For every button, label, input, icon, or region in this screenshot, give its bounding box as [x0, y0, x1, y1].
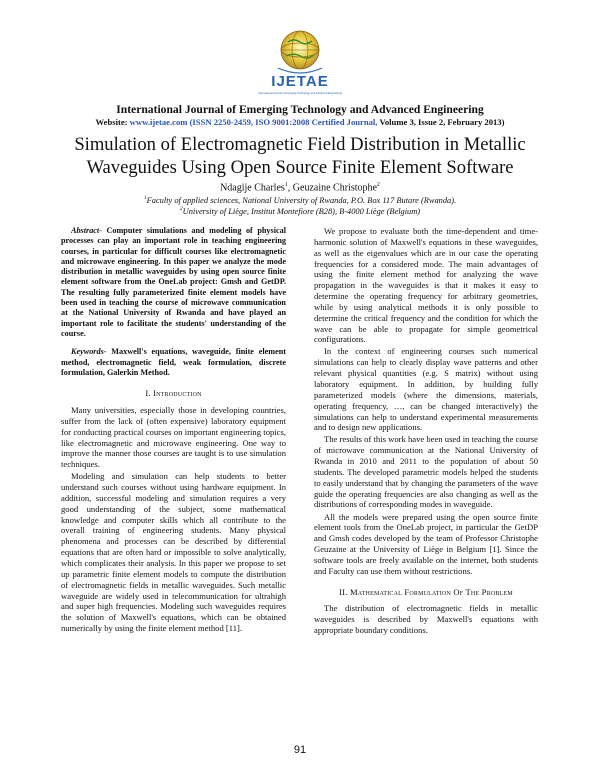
aff-1-sup: 1 [143, 195, 147, 201]
right-column [314, 226, 538, 637]
section-2-number: II. [339, 586, 348, 597]
right-paragraph-2: In the context of engineering courses such numerical simulations can help to clearly display wave patterns and other relevant physical quantities (e.g. S matrix) without using laboratory equipment. In addition, by building fully parameterized models (where the dimensions, materials, operating frequency, …, can be changed interactively) the simulations can help to understand experimental measurements and to design new applications. [314, 346, 538, 433]
aff-2-sup: 2 [179, 206, 183, 212]
author-2: Geuzaine Christophe [292, 182, 377, 194]
page-number: 91 [293, 744, 307, 756]
volume-info: Volume 3, Issue 2, February 2013) [377, 117, 505, 127]
intro-paragraph-1: Many universities, especially those in developing countries, suffer from the lack of (often expensive) laboratory equipment for conducting practical courses on important engineering topics, like electromagnetic and microwave engineering. One way to improve the manner those courses are taught is to use simulation techniques. [61, 405, 286, 470]
issn-info: (ISSN 2250-2459, ISO 9001:2008 Certified Journal, [187, 117, 378, 127]
right-paragraph-3: The results of this work have been used in teaching the course of microwave communication at the National University of Rwanda in 2010 and 2011 to the population of about 50 students. The developed parametric models helped the students to easily understand that by changing the parameters of the wave guide the operating frequencies are also changing as well as the distributions of corresponding modes in waveguide. [314, 434, 538, 510]
section-2-heading [314, 587, 538, 598]
paper-title: Simulation of Electromagnetic Field Distribution in Metallic Waveguides Using Open Source Finite Element Software [74, 134, 526, 178]
abstract-label: Abstract- [71, 226, 102, 235]
right-paragraph-4: All the models were prepared using the open source finite element tools from the OneLab project, in particular the GetDP and Gmsh codes developed by the team of Professor Christophe Geuzaine at the University of Liège in Belgium [1]. Since the software tools are freely available on the internet, both students and Faculty can use them without restrictions. [314, 511, 538, 576]
affiliation-2 [0, 206, 600, 216]
author-1-sup: 1 [284, 182, 288, 188]
author-1: Ndagije Charles [220, 182, 285, 194]
keywords-text: Maxwell's equations, waveguide, finite element method, electromagnetic field, weak formulation, discrete formulation, Galerkin Method. [61, 347, 286, 377]
section-1-heading [61, 388, 286, 399]
abstract-text: Computer simulations and modeling of physical processes can play an important role in teaching engineering courses, in particular for difficult courses like electromagnetic and microwave engineering. In this paper we analyze the mode distribution in metallic waveguides by using open source finite element software from the OneLab project: Gmsh and GetDP. The resulting fully parameterized finite element models have been used in teaching the course of microwave communication at the National University of Rwanda and have played an important role to facilitate the students' understanding of the course. [61, 226, 286, 338]
left-column [61, 226, 286, 635]
keywords-label: Keywords- [71, 347, 107, 357]
authors [0, 182, 600, 193]
logo-text: IJETAE [271, 73, 329, 90]
section-2-paragraph-1: The distribution of electromagnetic fields in metallic waveguides is described by Maxwell's equations with appropriate boundary conditions. [314, 603, 538, 636]
journal-logo [248, 28, 352, 98]
website-prefix: Website: [95, 117, 130, 127]
section-1-title: Introduction [153, 388, 202, 399]
right-paragraph-1: We propose to evaluate both the time-dependent and time-harmonic solution of Maxwell's equations in these waveguides, as well as the eigenvalues which are in our case the operating frequencies for a considered mode. The main advantages of using the finite element method for analyzing the wave propagation in the waveguides is that it makes it easy to determine the operating frequency for arbitrary geometries, while by using analytical methods it is only possible to determine the critical frequency and the condition for which the wave can be able to propagate for simple geometrical configurations. [314, 226, 538, 345]
affiliation-1 [0, 195, 600, 205]
journal-website-line [0, 117, 600, 127]
aff-1-text: Faculty of applied sciences, National University of Rwanda, P.O. Box 117 Butare (Rwanda). [146, 195, 457, 205]
section-2-title: Mathematical Formulation Of The Problem [349, 586, 513, 597]
author-separator: , [287, 182, 293, 194]
section-1-number: I. [145, 388, 151, 399]
intro-paragraph-2: Modeling and simulation can help students to better understand such courses without using hardware equipment. In addition, successful modeling and simulation requires a very good understanding of the subject, some mathematical knowledge and computer skills which all contribute to the overall training of engineering students. Many physical phenomena and processes can be described by differential equations that are often hard or impossible to solve analytically, which complicates their analysis. In this paper we propose to set up parametric finite element models to compute the distribution of electromagnetic fields in metallic waveguides. Such metallic waveguide are widely used in telecommunication for ultrahigh and super high frequencies. Modeling such waveguides requires the solution of Maxwell's equations, which can be obtained numerically by using the finite element method [11]. [61, 471, 286, 634]
journal-name: International Journal of Emerging Technology and Advanced Engineering [116, 103, 484, 116]
website-link[interactable]: www.ijetae.com [129, 117, 188, 127]
keywords [61, 347, 286, 378]
aff-2-text: University of Liège, Institut Montefiore (B28), B-4000 Liège (Belgium) [182, 206, 421, 216]
abstract [61, 226, 286, 339]
logo-subtitle: International Journal of Emerging Technology and Advanced Engineering [258, 92, 342, 95]
author-2-sup: 2 [376, 182, 380, 188]
